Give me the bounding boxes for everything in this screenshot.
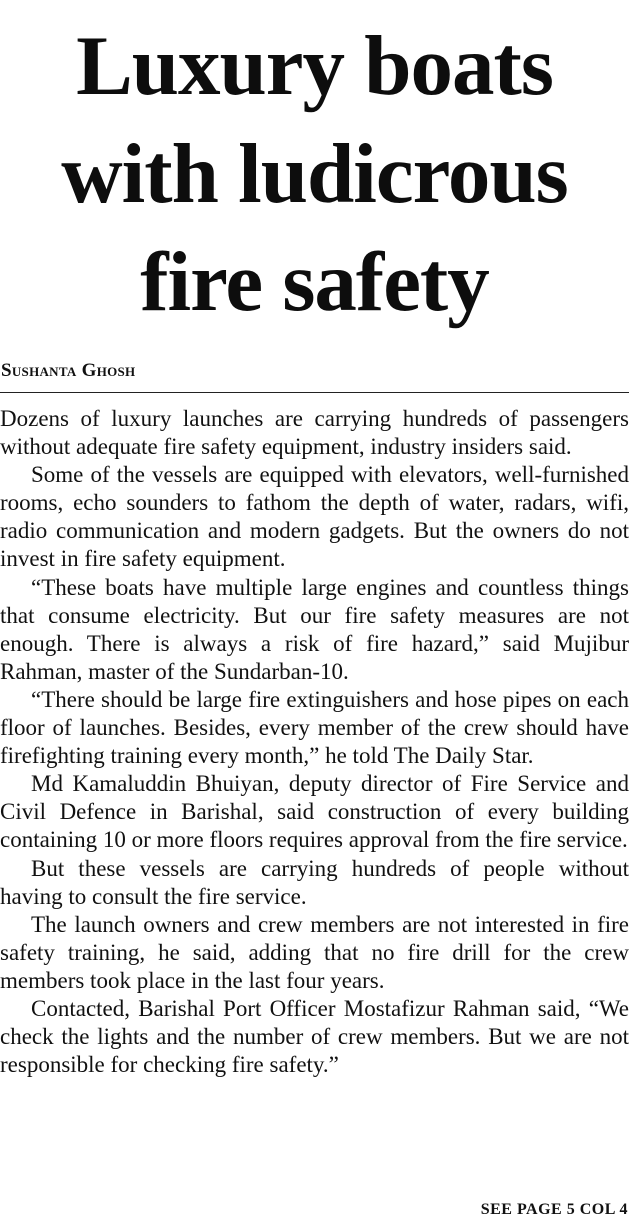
continuation-note[interactable]: SEE PAGE 5 COL 4 [480,1201,628,1218]
paragraph: Md Kamaluddin Bhuiyan, deputy director of Fire Service and Civil Defence in Barishal, said construction of every building containing 10 or more floors requires approval from the fire service. [0,771,629,853]
paragraph: Dozens of luxury launches are carrying hundreds of passengers without adequate fire safety equipment, industry insiders said. [0,406,629,460]
byline: Sushanta Ghosh [1,360,136,381]
headline [0,12,629,336]
headline-line: with ludicrous [61,127,568,221]
paragraph: The launch owners and crew members are not interested in fire safety training, he said, adding that no fire drill for the crew members took place in the last four years. [0,911,629,993]
headline-line: Luxury boats [76,19,553,113]
headline-line: fire safety [140,235,489,329]
paragraph: But these vessels are carrying hundreds of people without having to consult the fire service. [0,855,629,909]
paragraph: “These boats have multiple large engines and countless things that consume electricity. But our fire safety measures are not enough. There is always a risk of fire hazard,” said Mujibur Rahman, master of the Sundarban-10. [0,574,629,684]
byline-divider [0,392,629,393]
paragraph: “There should be large fire extinguishers and hose pipes on each floor of launches. Besides, every member of the crew should have firefighting training every month,” he told The Daily Star. [0,686,629,769]
paragraph: Some of the vessels are equipped with elevators, well-furnished rooms, echo sounders to fathom the depth of water, radars, wifi, radio communication and modern gadgets. But the owners do not invest in fire safety equipment. [0,462,629,572]
paragraph: Contacted, Barishal Port Officer Mostafizur Rahman said, “We check the lights and the number of crew members. But we are not responsible for checking fire safety.” [0,995,629,1078]
article-body [0,405,629,1079]
